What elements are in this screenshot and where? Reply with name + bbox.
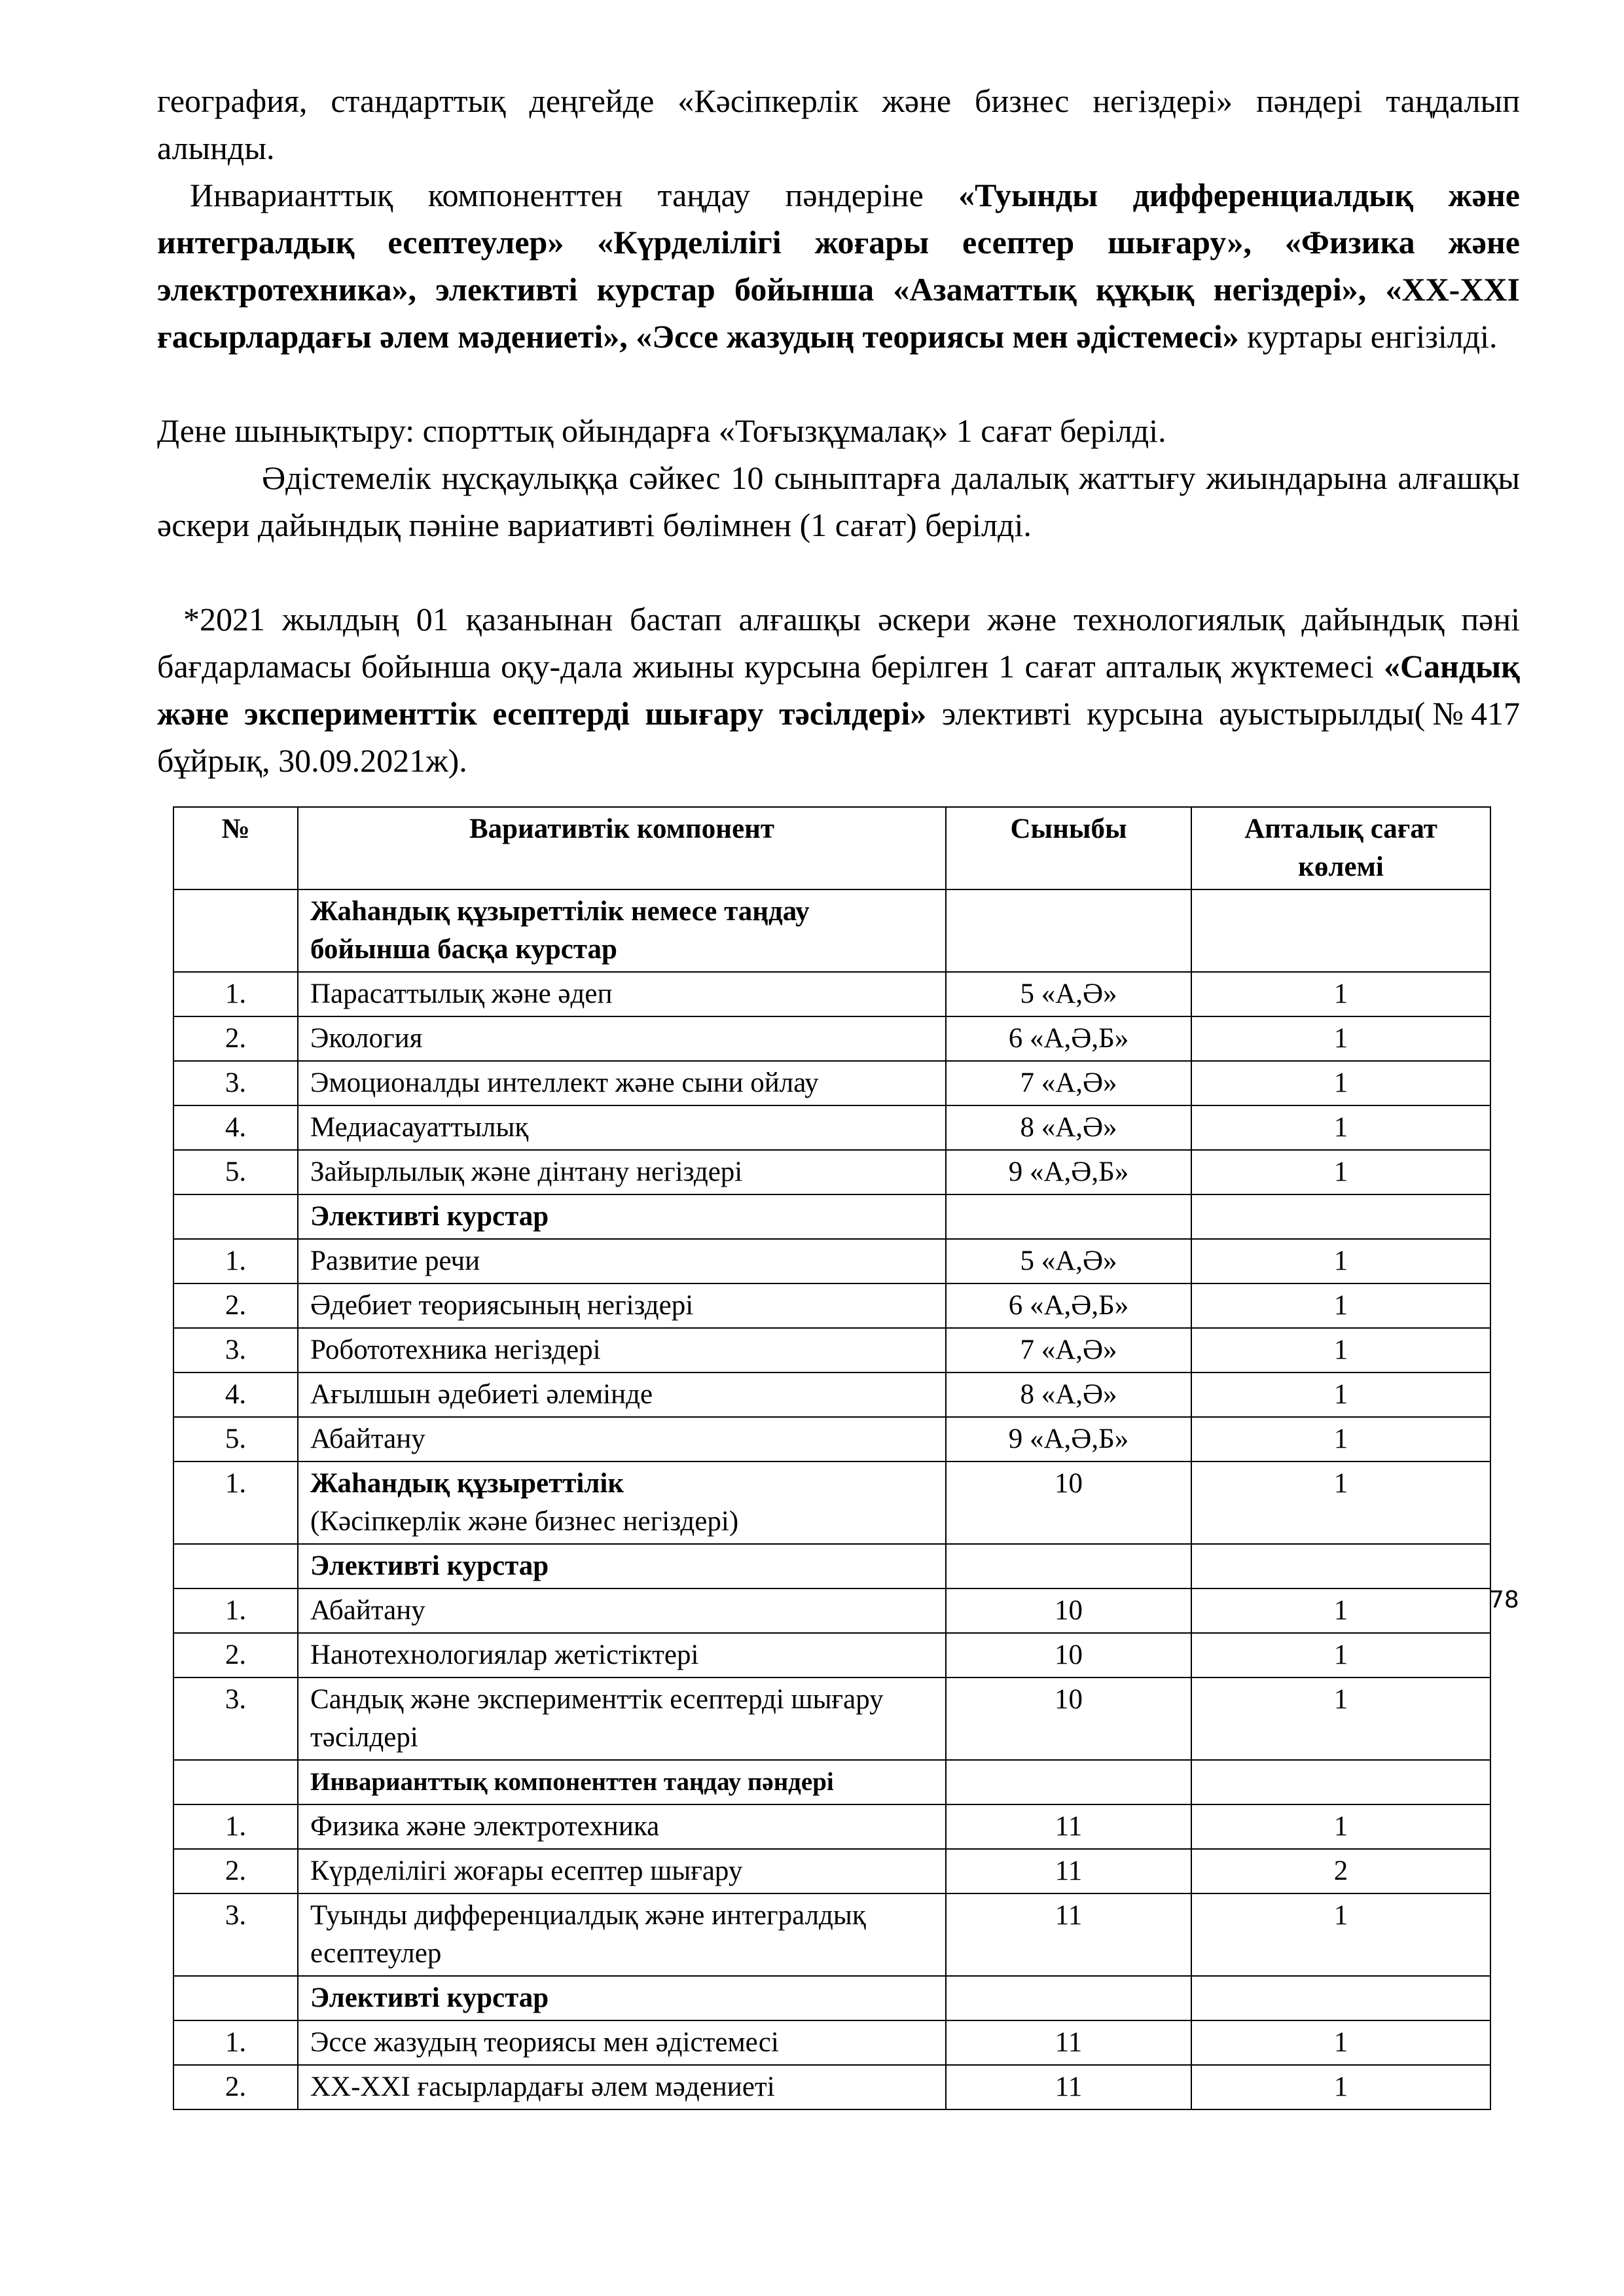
table-row (173, 1105, 1490, 1150)
cell-weekly-hours (1191, 1976, 1490, 2020)
table-row (173, 1016, 1490, 1061)
cell-class: 5 «А,Ә» (946, 972, 1191, 1016)
cell-class (946, 1976, 1191, 2020)
paragraph-order-note (157, 596, 1520, 784)
cell-class: 11 (946, 2020, 1191, 2065)
cell-number: 1. (173, 972, 298, 1016)
cell-component: Развитие речи (298, 1239, 946, 1283)
paragraph-bold-text: «Туынды дифференциалдық және интегралдық есептеулер» «Күрделілігі жоғары есептер шығару», «Физика және электротехника», элективті курстар бойынша «Азаматтық құқық негіздері», «XX-XXI ғасырлардағы әлем мәдениеті», «Эссе жазудың теориясы мен әдістемесі» (157, 177, 1521, 355)
cell-number (173, 889, 298, 972)
table-row (173, 1283, 1490, 1328)
cell-class: 5 «А,Ә» (946, 1239, 1191, 1283)
cell-number: 1. (173, 1239, 298, 1283)
paragraph-text: Инварианттық компоненттен таңдау пәндеріне (190, 177, 959, 213)
cell-number (173, 1760, 298, 1804)
cell-component: Абайтану (298, 1417, 946, 1462)
cell-class: 10 (946, 1677, 1191, 1760)
table-row (173, 2065, 1490, 2109)
cell-component-sub: (Кәсіпкерлік және бизнес негіздері) (310, 1506, 739, 1537)
header-weekly-hours: Апталық сағат көлемі (1191, 807, 1490, 889)
cell-number: 5. (173, 1417, 298, 1462)
table-row (173, 1462, 1490, 1544)
header-class: Сыныбы (946, 807, 1191, 889)
cell-class: 11 (946, 1893, 1191, 1976)
table-row (173, 1372, 1490, 1417)
cell-class: 6 «А,Ә,Б» (946, 1016, 1191, 1061)
cell-class: 9 «А,Ә,Б» (946, 1417, 1191, 1462)
table-section-row (173, 1976, 1490, 2020)
cell-number: 3. (173, 1328, 298, 1372)
cell-component: Парасаттылық және әдеп (298, 972, 946, 1016)
cell-component: Нанотехнологиялар жетістіктері (298, 1633, 946, 1677)
table-row (173, 1328, 1490, 1372)
cell-weekly-hours (1191, 1760, 1490, 1804)
cell-class: 9 «А,Ә,Б» (946, 1150, 1191, 1194)
cell-number: 2. (173, 1633, 298, 1677)
table-row (173, 1588, 1490, 1633)
cell-weekly-hours: 1 (1191, 1893, 1490, 1976)
cell-class: 11 (946, 2065, 1191, 2109)
cell-weekly-hours: 1 (1191, 972, 1490, 1016)
cell-weekly-hours: 1 (1191, 1283, 1490, 1328)
cell-weekly-hours: 1 (1191, 1633, 1490, 1677)
cell-number: 1. (173, 1462, 298, 1544)
cell-component: Элективті курстар (298, 1976, 946, 2020)
cell-component: Медиасауаттылық (298, 1105, 946, 1150)
cell-component: Элективті курстар (298, 1544, 946, 1588)
table-row (173, 1417, 1490, 1462)
cell-number: 3. (173, 1061, 298, 1105)
cell-number: 2. (173, 1849, 298, 1893)
cell-weekly-hours: 1 (1191, 1239, 1490, 1283)
table-section-row (173, 1544, 1490, 1588)
cell-number: 2. (173, 1283, 298, 1328)
cell-weekly-hours: 1 (1191, 1677, 1490, 1760)
cell-weekly-hours: 1 (1191, 1588, 1490, 1633)
cell-weekly-hours: 2 (1191, 1849, 1490, 1893)
cell-component: Экология (298, 1016, 946, 1061)
cell-weekly-hours: 1 (1191, 2020, 1490, 2065)
cell-number (173, 1976, 298, 2020)
cell-number (173, 1544, 298, 1588)
cell-class: 8 «А,Ә» (946, 1372, 1191, 1417)
paragraph-bold-text: «Сандық және эксперименттік есептерді шығару тәсілдері» (157, 648, 1520, 732)
variative-component-table (173, 806, 1491, 2110)
paragraph-physical-education: Дене шынықтыру: спорттық ойындарға «Тоғызқұмалақ» 1 сағат берілді. (157, 412, 1166, 449)
cell-component: Элективті курстар (298, 1194, 946, 1239)
cell-weekly-hours: 1 (1191, 1804, 1490, 1849)
cell-class: 10 (946, 1588, 1191, 1633)
cell-class: 10 (946, 1462, 1191, 1544)
table-body (173, 889, 1490, 2109)
cell-class: 7 «А,Ә» (946, 1328, 1191, 1372)
cell-number: 4. (173, 1372, 298, 1417)
cell-weekly-hours: 1 (1191, 1417, 1490, 1462)
cell-number: 1. (173, 1804, 298, 1849)
table-row (173, 1677, 1490, 1760)
paragraph-intro: география, стандарттық деңгейде «Кәсіпкерлік және бизнес негіздері» пәндері таңдалып алынды. (157, 82, 1520, 166)
paragraph-text: *2021 жылдың 01 қазанынан бастап алғашқы әскери және технологиялық дайындық пәні бағдарламасы бойынша оқу-дала жиыны курсына берілген 1 сағат апталық жүктемесі (157, 601, 1520, 685)
table-row (173, 2020, 1490, 2065)
table-row (173, 1804, 1490, 1849)
page-number: 78 (1489, 1587, 1519, 1613)
cell-class (946, 1194, 1191, 1239)
table-row (173, 1633, 1490, 1677)
cell-class: 7 «А,Ә» (946, 1061, 1191, 1105)
cell-class: 10 (946, 1633, 1191, 1677)
paragraph-military-training: Әдістемелік нұсқаулыққа сәйкес 10 сыныптарға далалық жаттығу жиындарына алғашқы әскери дайындық пәніне вариативті бөлімнен (1 сағат) берілді. (157, 459, 1520, 543)
cell-component: Сандық және эксперименттік есептерді шығару тәсілдері (298, 1677, 946, 1760)
cell-number: 1. (173, 1588, 298, 1633)
cell-component: Физика және электротехника (298, 1804, 946, 1849)
cell-weekly-hours: 1 (1191, 1061, 1490, 1105)
table-section-row (173, 889, 1490, 972)
cell-class (946, 1760, 1191, 1804)
table-header-row (173, 807, 1490, 889)
paragraph-invariant-choice (157, 171, 1520, 360)
cell-number: 1. (173, 2020, 298, 2065)
cell-component: Абайтану (298, 1588, 946, 1633)
table-section-row (173, 1194, 1490, 1239)
cell-class: 11 (946, 1849, 1191, 1893)
cell-component: Робототехника негіздері (298, 1328, 946, 1372)
cell-number: 2. (173, 2065, 298, 2109)
cell-number: 3. (173, 1677, 298, 1760)
table-row (173, 972, 1490, 1016)
cell-weekly-hours: 1 (1191, 1150, 1490, 1194)
cell-weekly-hours: 1 (1191, 1328, 1490, 1372)
cell-class: 6 «А,Ә,Б» (946, 1283, 1191, 1328)
cell-weekly-hours (1191, 889, 1490, 972)
header-component: Вариативтік компонент (298, 807, 946, 889)
cell-class (946, 1544, 1191, 1588)
cell-number: 4. (173, 1105, 298, 1150)
cell-component-bold: Жаһандық құзыреттілік (310, 1468, 624, 1499)
cell-class (946, 889, 1191, 972)
paragraph-text: элективті курсына ауыстырылды(№417 бұйрық, 30.09.2021ж). (157, 695, 1520, 779)
header-number: № (173, 807, 298, 889)
table-row (173, 1150, 1490, 1194)
cell-component: Эмоционалды интеллект және сыни ойлау (298, 1061, 946, 1105)
cell-component: Эссе жазудың теориясы мен әдістемесі (298, 2020, 946, 2065)
cell-component: Инварианттық компоненттен таңдау пәндері (298, 1760, 946, 1804)
cell-weekly-hours (1191, 1544, 1490, 1588)
cell-class: 11 (946, 1804, 1191, 1849)
cell-weekly-hours: 1 (1191, 1105, 1490, 1150)
table-row (173, 1893, 1490, 1976)
cell-component: Туынды дифференциалдық және интегралдық есептеулер (298, 1893, 946, 1976)
table-row (173, 1849, 1490, 1893)
table-section-row (173, 1760, 1490, 1804)
cell-class: 8 «А,Ә» (946, 1105, 1191, 1150)
cell-component: Зайырлылық және дінтану негіздері (298, 1150, 946, 1194)
cell-number (173, 1194, 298, 1239)
cell-component: Әдебиет теориясының негіздері (298, 1283, 946, 1328)
cell-weekly-hours: 1 (1191, 1016, 1490, 1061)
table-row (173, 1239, 1490, 1283)
cell-component: Күрделілігі жоғары есептер шығару (298, 1849, 946, 1893)
cell-component: XX-XXI ғасырлардағы әлем мәдениеті (298, 2065, 946, 2109)
cell-weekly-hours: 1 (1191, 1462, 1490, 1544)
cell-weekly-hours: 1 (1191, 1372, 1490, 1417)
cell-component: Жаһандық құзыреттілік немесе таңдау бойынша басқа курстар (298, 889, 946, 972)
cell-weekly-hours (1191, 1194, 1490, 1239)
paragraph-text: куртары енгізілді. (1238, 318, 1498, 355)
table-row (173, 1061, 1490, 1105)
cell-number: 5. (173, 1150, 298, 1194)
cell-component (298, 1462, 946, 1544)
cell-number: 2. (173, 1016, 298, 1061)
cell-component: Ағылшын әдебиеті әлемінде (298, 1372, 946, 1417)
cell-weekly-hours: 1 (1191, 2065, 1490, 2109)
cell-number: 3. (173, 1893, 298, 1976)
